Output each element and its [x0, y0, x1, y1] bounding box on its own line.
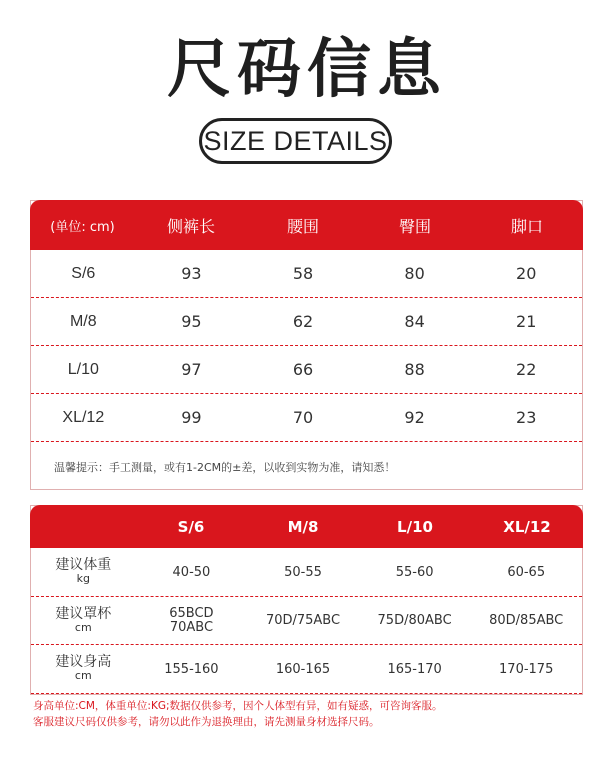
table-cell: 95 [181, 312, 202, 331]
table-cell: 21 [516, 312, 537, 331]
table-row-height [31, 645, 582, 694]
table-cell: 22 [516, 360, 537, 379]
row-label-unit: cm [74, 669, 92, 682]
table-cell: 97 [181, 360, 202, 379]
table-cell: 70 [292, 408, 314, 427]
footer-notes [33, 698, 593, 730]
table-cell: 99 [181, 408, 202, 427]
table-row [31, 346, 582, 394]
table-cell: 50-55 [284, 564, 322, 580]
header-cell-size: S/6 [177, 517, 205, 536]
header-cell-size: M/8 [287, 517, 319, 536]
cup-value: 75D/80ABC [377, 612, 452, 628]
table-cell: 93 [181, 264, 202, 283]
table-cell: 66 [292, 360, 314, 379]
row-label [31, 655, 136, 683]
cup-value: 80D/85ABC [489, 612, 564, 628]
row-label-text: 建议罩杯 [55, 605, 112, 622]
header-cell-waist: 腰围 [286, 216, 319, 236]
table-row-weight [31, 548, 582, 597]
cup-value: 70D/75ABC [265, 612, 341, 628]
header-cell-hip: 臀围 [398, 216, 431, 236]
header-cell-unit: (单位: cm) [50, 219, 115, 235]
table-cell: 60-65 [507, 564, 546, 580]
table-cell: 80 [404, 264, 425, 283]
size-table [30, 200, 583, 490]
size-table-header [30, 200, 583, 250]
table-cell: 84 [404, 312, 425, 331]
table-cell: 160-165 [275, 661, 331, 677]
row-label-text: 建议身高 [55, 654, 112, 670]
header-cell-length: 侧裤长 [166, 216, 215, 236]
subtitle-text: SIZE DETAILS [203, 125, 388, 156]
cup-value: 70ABC [169, 619, 214, 635]
table-cell: 155-160 [164, 661, 219, 677]
row-label-unit: kg [76, 572, 90, 585]
row-label [31, 607, 136, 635]
header-cell-size: L/10 [397, 517, 433, 536]
header-cell-hem: 脚口 [510, 216, 543, 236]
table-cell: 40-50 [172, 564, 211, 580]
row-label-text: 建议体重 [55, 557, 112, 573]
measurement-note: 温馨提示：手工测量，或有1-2CM的±差，以收到实物为准，请知悉！ [54, 461, 396, 474]
cup-value: 65BCD [169, 605, 214, 621]
table-cell: 23 [516, 408, 537, 427]
page-title: 尺码信息 [167, 33, 447, 107]
table-row [31, 394, 582, 442]
table-cell: 62 [292, 312, 314, 331]
table-row [31, 250, 582, 298]
size-label: S/6 [71, 264, 96, 282]
size-label: M/8 [69, 312, 97, 330]
table-cell: 20 [516, 264, 537, 283]
table-cell: 92 [404, 408, 425, 427]
table-cell: 88 [404, 360, 425, 379]
table-row-cup [31, 597, 582, 645]
table-cell [247, 614, 359, 628]
table-cell [470, 614, 582, 628]
footer-note: 身高单位:CM，体重单位:KG;数据仅供参考，因个人体型有异，如有疑惑，可咨询客服。 [33, 700, 443, 712]
size-label: L/10 [67, 360, 99, 378]
table-cell [359, 614, 471, 628]
table-cell: 165-170 [387, 661, 442, 677]
size-label: XL/12 [62, 408, 105, 426]
header-cell-size: XL/12 [503, 517, 551, 536]
row-label [31, 558, 136, 586]
recommend-table-header [30, 505, 583, 548]
row-label-unit: cm [74, 620, 92, 634]
table-cell: 55-60 [395, 564, 434, 580]
subtitle-badge [199, 118, 392, 164]
recommend-table [30, 505, 583, 695]
footer-note: 客服建议尺码仅供参考，请勿以此作为退换理由，请先测量身材选择尺码。 [33, 716, 380, 728]
table-cell: 170-175 [499, 661, 554, 677]
table-cell [136, 607, 248, 635]
table-cell: 58 [292, 264, 314, 283]
table-row [31, 298, 582, 346]
